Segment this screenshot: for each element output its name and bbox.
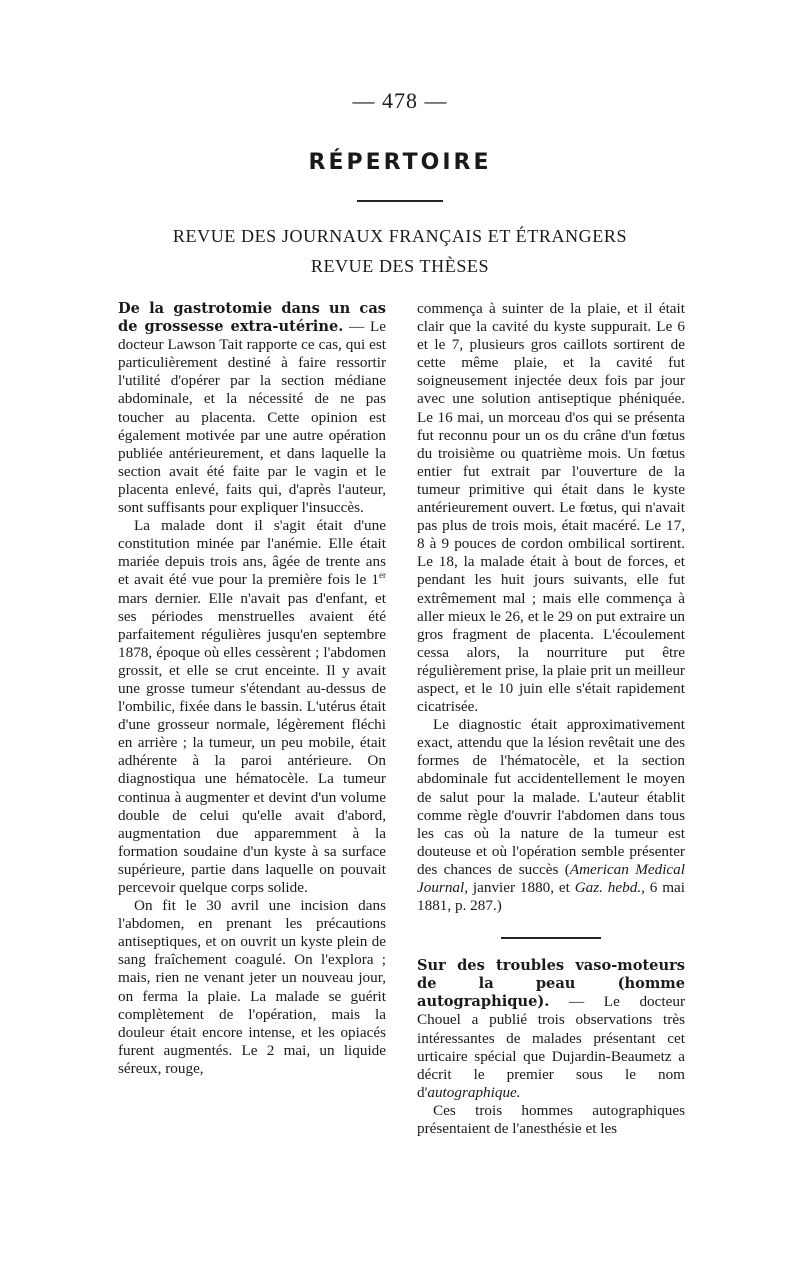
article-separator-rule — [501, 937, 601, 939]
subtitle-theses: REVUE DES THÈSES — [310, 256, 490, 276]
article1-p2-text-b: mars dernier. Elle n'avait pas d'enfant, et ses périodes menstruelles avaient été parfaitement régulières jusqu'en septembre 1878, époque où elles cessèrent ; l'abdomen grossit, et elle se crut enceinte. Il y avait une grosse tumeur s'étendant au-dessus de l'ombilic, fixée dans le bassin. L'utérus était d'une grosseur normale, légèrement fléchi en arrière ; la tumeur, un peu mobile, était adhérente à la paroi antérieure. On diagnostiqua une hématocèle. La tumeur continua à augmenter et devint d'un volume double de celui qu'elle avait d'abord, augmentation due apparemment à la formation soudaine d'un kyste à sa surface supérieure, partie dans laquelle on pouvait percevoir quelque corps solide. — [118, 589, 386, 896]
page-number: — 478 — — [352, 88, 448, 113]
article1-gazette-citation: Gaz. hebd., — [574, 879, 645, 896]
left-column — [118, 300, 386, 1078]
article1-p2-sup: er — [379, 570, 386, 581]
article2-p1-text: — Le docteur Chouel a publié trois observations très intéressantes de malades présentant cet urticaire spécial que Dujardin-Beaumetz a décrit le premier sous le nom d' — [417, 993, 685, 1101]
subtitle-journals: REVUE DES JOURNAUX FRANÇAIS ET ÉTRANGERS — [172, 226, 628, 246]
article1-p2-text-a: La malade dont il s'agit était d'une constitution minée par l'anémie. Elle était mariée depuis trois ans, âgée de trente ans et avait été vue pour la première fois le 1 — [118, 517, 386, 589]
article1-p4-text-c: 6 mai 1881, p. 287.) — [417, 879, 685, 915]
article2-term: autographique. — [427, 1083, 521, 1101]
article1-paragraph3-continued — [417, 300, 685, 716]
article1-p4-text-b: janvier 1880, et — [468, 879, 575, 896]
article1-p3-text-left: On fit le 30 avril une incision dans l'abdomen, en prenant les précautions antiseptiques, et on ouvrit un kyste plein de sang fraîchement coagulé. On l'explora ; mais, rien ne venant jeter un nouveau jour, on ferma la plaie. La malade se guérit complètement de l'opération, mais la douleur était encore intense, et les opiacés furent augmentés. Le 2 mai, un liquide séreux, rouge, — [118, 897, 386, 1077]
article2-heading: Sur des troubles vaso-moteurs de la peau (homme autographique). — [417, 957, 685, 1011]
article1-p4-text-a: Le diagnostic était approximativement exact, attendu que la lésion revêtait une des formes de l'hématocèle, et la section abdominale fut accidentellement le moyen de salut pour la malade. L'auteur établit comme règle d'ouvrir l'abdomen dans tous les cas où la nature de la tumeur est douteuse et où l'opération semble présenter des chances de succès ( — [417, 716, 685, 878]
article2-paragraph1 — [417, 957, 685, 1102]
section-title: RÉPERTOIRE — [308, 150, 492, 175]
right-column — [417, 300, 685, 1138]
article1-paragraph3 — [118, 897, 386, 1078]
article1-paragraph1 — [118, 300, 386, 517]
article1-paragraph2 — [118, 517, 386, 897]
article1-p1-text: — Le docteur Lawson Tait rapporte ce cas, qui est particulièrement destiné à faire ressortir l'utilité d'opérer par la section médiane abdominale, et la nécessité de ne pas toucher au placenta. Cette opinion est également motivée par une autre opération publiée antérieurement, et dans laquelle la section avait été faite par le vagin et le placenta enlevé, faits qui, d'après l'auteur, sont suffisants pour expliquer l'insuccès. — [118, 318, 386, 517]
article1-paragraph4 — [417, 716, 685, 915]
title-rule — [357, 200, 443, 202]
article1-p3-text-right: commença à suinter de la plaie, et il était clair que la cavité du kyste suppurait. Le 6 et le 7, plusieurs gros caillots sortirent de cette même plaie, et la cavité fut soigneusement injectée deux fois par jour avec une solution antiseptique phéniquée. Le 16 mai, un morceau d'os qui se présenta fut reconnu pour un os du crâne d'un fœtus du troisième ou quatrième mois. Un fœtus entier fut extrait par l'ouverture de la tumeur primitive qui était dans le kyste antérieurement ouvert. Le fœtus, qui n'avait pas plus de trois mois, était macéré. Le 17, 8 à 9 pouces de cordon ombilical sortirent. Le 18, la malade était à bout de forces, et pendant les huit jours suivants, elle fut extrêmement mal ; mais elle commença à aller mieux le 26, et le 29 on put extraire un gros fragment de placenta. L'écoulement cessa alors, la nourriture put être régulièrement prise, la plaie prit un meilleur aspect, et le 10 juin elle s'était rapidement cicatrisée. — [417, 300, 685, 716]
article1-journal-citation: American Medical Journal, — [417, 860, 685, 896]
article2-paragraph2 — [417, 1102, 685, 1138]
article2-p2-text: Ces trois hommes autographiques présentaient de l'anesthésie et les — [417, 1101, 685, 1138]
article1-heading: De la gastrotomie dans un cas de grossesse extra-utérine. — [118, 300, 386, 336]
